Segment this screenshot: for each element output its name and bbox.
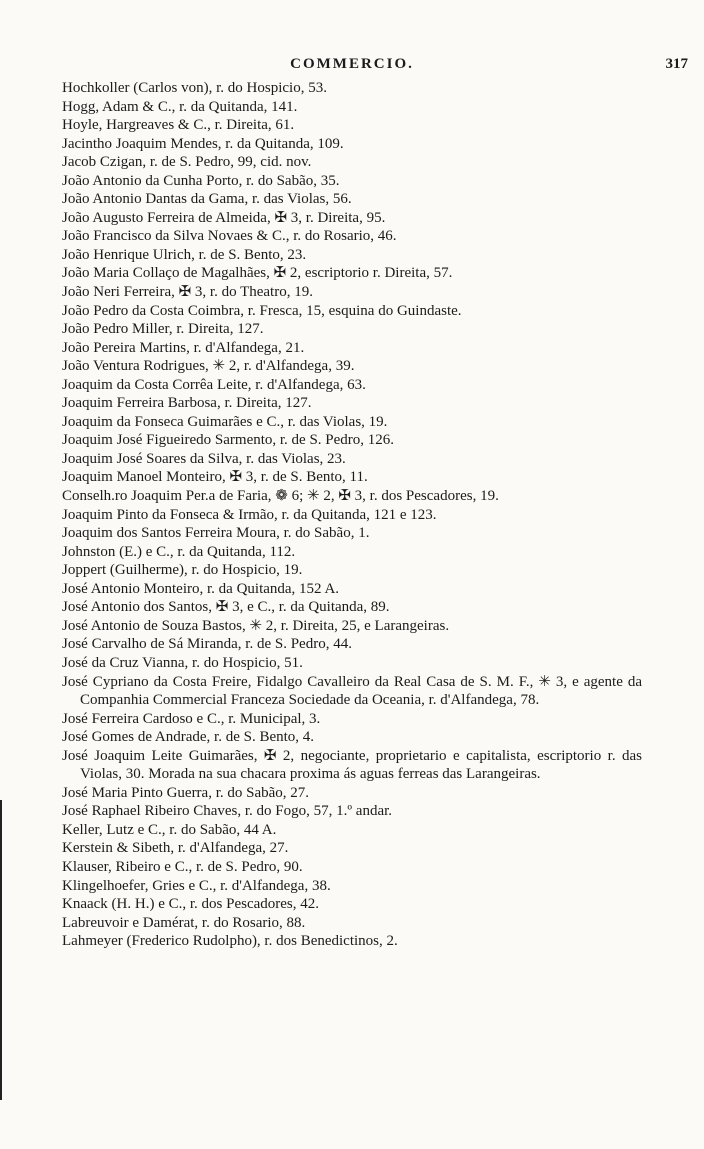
list-item: José Antonio Monteiro, r. da Quitanda, 152 A. [62,580,340,597]
list-item: José da Cruz Vianna, r. do Hospicio, 51. [62,654,303,671]
list-item: Kerstein & Sibeth, r. d'Alfandega, 27. [62,840,289,857]
list-item: José Carvalho de Sá Miranda, r. de S. Pedro, 44. [62,636,352,653]
list-item: João Antonio da Cunha Porto, r. do Sabão, 35. [62,172,340,189]
list-item: Jacob Czigan, r. de S. Pedro, 99, cid. nov. [62,154,312,171]
list-item: João Maria Collaço de Magalhães, ✠ 2, escriptorio r. Direita, 57. [62,265,453,282]
page-header [0,56,704,80]
list-item: Klauser, Ribeiro e C., r. de S. Pedro, 90. [62,858,303,875]
list-item: Joaquim da Costa Corrêa Leite, r. d'Alfandega, 63. [62,376,366,393]
list-item: João Pedro Miller, r. Direita, 127. [62,321,264,338]
list-item: João Francisco da Silva Novaes & C., r. do Rosario, 46. [62,228,397,245]
list-item: Conselh.ro Joaquim Per.a de Faria, ❁ 6; ✳ 2, ✠ 3, r. dos Pescadores, 19. [62,488,499,505]
list-item: João Neri Ferreira, ✠ 3, r. do Theatro, 19. [62,284,313,301]
list-item: João Pereira Martins, r. d'Alfandega, 21. [62,339,305,356]
list-item: José Antonio dos Santos, ✠ 3, e C., r. da Quitanda, 89. [62,599,390,616]
list-item: João Henrique Ulrich, r. de S. Bento, 23. [62,246,307,263]
list-item: Joppert (Guilherme), r. do Hospicio, 19. [62,562,303,579]
list-item: João Pedro da Costa Coimbra, r. Fresca, 15, esquina do Guindaste. [62,302,462,319]
list-item: Jacintho Joaquim Mendes, r. da Quitanda, 109. [62,135,344,152]
list-item: Keller, Lutz e C., r. do Sabão, 44 A. [62,821,277,838]
list-item: Joaquim Ferreira Barbosa, r. Direita, 127. [62,395,312,412]
list-item: José Maria Pinto Guerra, r. do Sabão, 27. [62,784,310,801]
list-item: Hogg, Adam & C., r. da Quitanda, 141. [62,98,298,115]
list-item: João Ventura Rodrigues, ✳ 2, r. d'Alfandega, 39. [62,358,355,375]
list-item: Joaquim Pinto da Fonseca & Irmão, r. da Quitanda, 121 e 123. [62,506,437,523]
list-item: Joaquim da Fonseca Guimarães e C., r. das Violas, 19. [62,413,388,430]
list-item: Joaquim Manoel Monteiro, ✠ 3, r. de S. Bento, 11. [62,469,368,486]
list-item: Klingelhoefer, Gries e C., r. d'Alfandega, 38. [62,877,331,894]
list-item: Lahmeyer (Frederico Rudolpho), r. dos Benedictinos, 2. [62,933,398,950]
list-item: Hoyle, Hargreaves & C., r. Direita, 61. [62,117,295,134]
list-item: José Raphael Ribeiro Chaves, r. do Fogo, 57, 1.º andar. [62,803,393,820]
page-edge-shadow [0,800,2,1100]
list-item: Johnston (E.) e C., r. da Quitanda, 112. [62,543,296,560]
list-item: Joaquim José Figueiredo Sarmento, r. de S. Pedro, 126. [62,432,395,449]
list-item: João Antonio Dantas da Gama, r. das Violas, 56. [62,191,352,208]
list-item: José Gomes de Andrade, r. de S. Bento, 4. [62,729,315,746]
list-item: Joaquim dos Santos Ferreira Moura, r. do Sabão, 1. [62,525,370,542]
list-item: Joaquim José Soares da Silva, r. das Violas, 23. [62,450,346,467]
list-item: José Cypriano da Costa Freire, Fidalgo Cavalleiro da Real Casa de S. M. F., ✳ 3, e agente da Companhia Commercial Franceza Sociedade da Oceania, r. d'Alfandega, 78. [62,673,642,709]
list-item: José Antonio de Souza Bastos, ✳ 2, r. Direita, 25, e Larangeiras. [62,617,450,634]
list-item: José Joaquim Leite Guimarães, ✠ 2, negociante, proprietario e capitalista, escriptorio r. das Violas, 30. Morada na sua chacara proxima ás aguas ferreas das Larangeiras. [62,747,642,783]
page-number: 317 [665,56,688,72]
list-item: Hochkoller (Carlos von), r. do Hospicio, 53. [62,80,327,96]
page-title: COMMERCIO. [290,56,414,72]
list-item: Labreuvoir e Damérat, r. do Rosario, 88. [62,914,306,931]
entry-list [62,79,642,951]
list-item: José Ferreira Cardoso e C., r. Municipal, 3. [62,710,321,727]
list-item: João Augusto Ferreira de Almeida, ✠ 3, r. Direita, 95. [62,209,386,226]
list-item: Knaack (H. H.) e C., r. dos Pescadores, 42. [62,896,320,913]
